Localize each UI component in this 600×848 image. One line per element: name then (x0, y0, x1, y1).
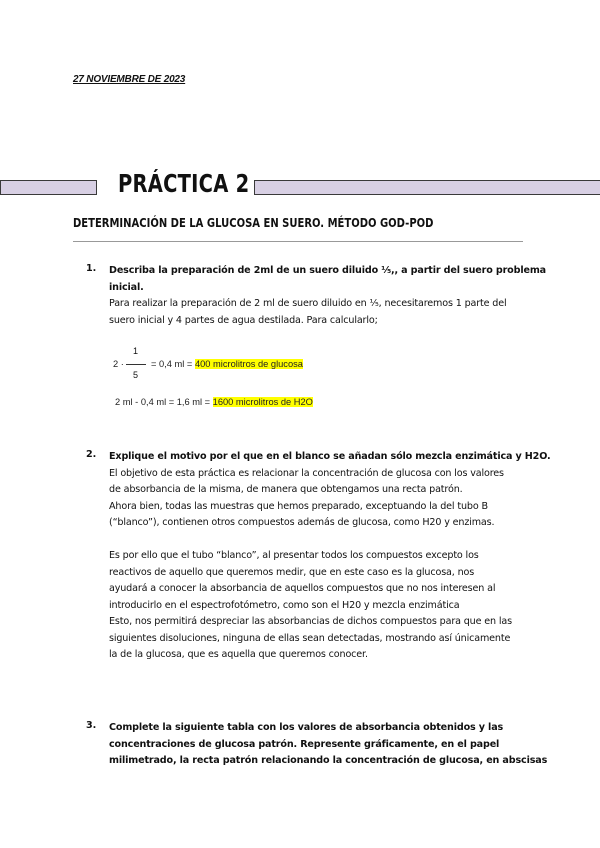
question-2-number: 2. (86, 449, 97, 460)
document-date: 27 NOVIEMBRE DE 2023 (73, 74, 186, 85)
question-1-number: 1. (86, 263, 97, 274)
question-3-text-line-2: concentraciones de glucosa patrón. Represente gráficamente, en el papel (109, 738, 500, 750)
fraction-denominator: 5 (133, 370, 139, 380)
formula-1 (151, 359, 303, 369)
answer-2-p2-line-4: introducirlo en el espectrofotómetro, como son el H20 y mezcla enzimática (109, 599, 460, 611)
question-3-text-line-3: milimetrado, la recta patrón relacionando la concentración de glucosa, en abscisas (109, 755, 548, 766)
title-bar-right (254, 180, 600, 195)
question-1 (86, 263, 546, 329)
answer-2-p2-line-1: Es por ello que el tubo “blanco”, al presentar todos los compuestos excepto los (109, 550, 479, 561)
answer-2-p1-line-3: Ahora bien, todas las muestras que hemos preparado, exceptuando la del tubo B (109, 500, 488, 512)
page-title: PRÁCTICA 2 (118, 169, 250, 198)
answer-1-line-2: suero inicial y 4 partes de agua destilada. Para calcularlo; (109, 314, 378, 326)
formula-2 (115, 397, 313, 407)
answer-2-p2-line-5: Esto, nos permitirá despreciar las absorbancias de dichos compuestos para que en las (109, 616, 512, 627)
formula-1-equation: = 0,4 ml = (151, 359, 193, 369)
title-bar-left (0, 180, 97, 195)
answer-2-p1-line-1: El objetivo de esta práctica es relacionar la concentración de glucosa con los valores (109, 467, 504, 479)
page-subtitle: DETERMINACIÓN DE LA GLUCOSA EN SUERO. MÉTODO GOD-POD (73, 215, 434, 230)
formula-2-highlight: 1600 microlitros de H2O (212, 397, 313, 407)
question-2-text: Explique el motivo por el que en el blanco se añadan sólo mezcla enzimática y H2O. (109, 451, 551, 462)
fraction-bar (126, 364, 146, 365)
question-3 (86, 720, 548, 770)
question-2 (86, 449, 551, 664)
spacer (87, 532, 531, 549)
answer-2-p1-line-2: de absorbancia de la misma, de manera que obtengamos una recta patrón. (109, 484, 463, 495)
answer-2-p2-line-7: la de la glucosa, que es aquella que queremos conocer. (109, 649, 368, 660)
formula-1-highlight: 400 microlitros de glucosa (194, 359, 303, 369)
answer-2-p1-line-4: (“blanco”), contienen otros compuestos además de glucosa, como H20 y enzimas. (109, 517, 495, 528)
formula-2-equation: 2 ml - 0,4 ml = 1,6 ml = (115, 397, 211, 407)
answer-2-p2-line-3: ayudará a conocer la absorbancia de aquellos compuestos que no nos interesen al (109, 583, 496, 594)
subtitle-rule (73, 241, 523, 242)
question-3-text-line-1: Complete la siguiente tabla con los valores de absorbancia obtenidos y las (109, 722, 504, 733)
question-1-text-line-1: Describa la preparación de 2ml de un suero diluido ⅕,, a partir del suero problema (109, 265, 546, 276)
formula-1-prefix: 2 · (113, 359, 124, 369)
answer-2-p2-line-2: reactivos de aquello que queremos medir, que en este caso es la glucosa, nos (109, 566, 475, 578)
answer-1-line-1: Para realizar la preparación de 2 ml de suero diluido en ⅕, necesitaremos 1 parte del (109, 298, 507, 309)
fraction-numerator: 1 (133, 346, 139, 356)
question-1-text-line-2: inicial. (109, 281, 144, 293)
answer-2-p2-line-6: siguientes disoluciones, ninguna de ellas sean detectadas, mostrando así únicamente (109, 632, 511, 644)
question-3-number: 3. (86, 720, 97, 731)
